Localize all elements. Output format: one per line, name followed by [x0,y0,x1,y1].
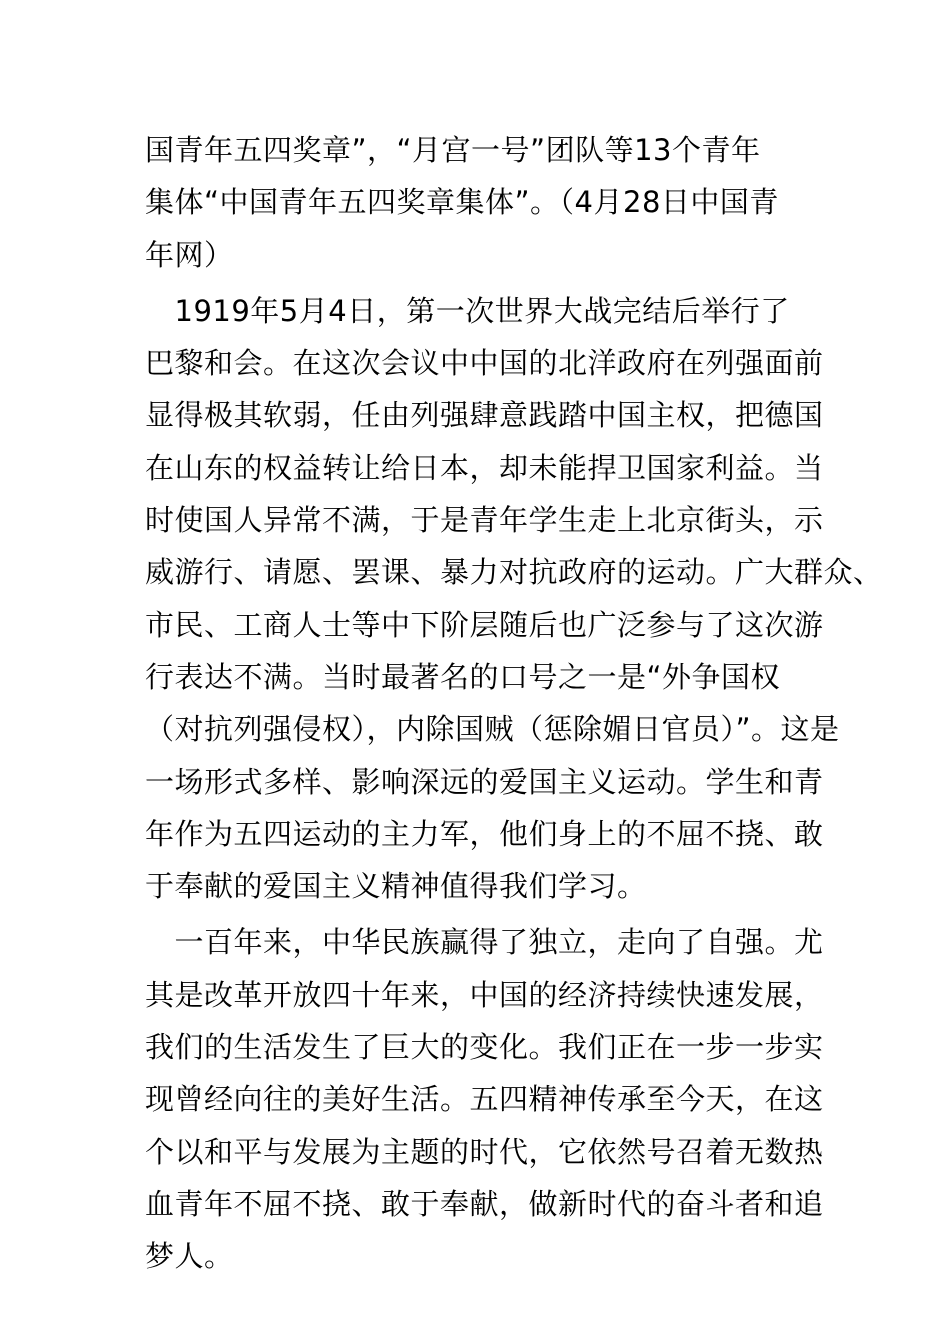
text-line: 在山东的权益转让给日本，却未能捍卫国家利益。当 [145,450,824,485]
text-line: 个以和平与发展为主题的时代，它依然号召着无数热 [145,1134,824,1169]
text-line: 年作为五四运动的主力军，他们身上的不屈不挠、敢 [145,816,824,851]
text-line: （对抗列强侵权），内除国贼（惩除媚日官员）”。这是 [145,712,840,747]
text-line: 血青年不屈不挠、敢于奉献，做新时代的奋斗者和追 [145,1186,824,1221]
text-line: 威游行、请愿、罢课、暴力对抗政府的运动。广大群众、 [145,555,883,590]
text-line: 显得极其软弱，任由列强肆意践踏中国主权，把德国 [145,398,824,433]
text-line: 现曾经向往的美好生活。五四精神传承至今天，在这 [145,1082,824,1117]
text-line: 行表达不满。当时最著名的口号之一是“外争国权 [145,659,781,694]
text-line: 1919年5月4日，第一次世界大战完结后举行了 [145,293,790,328]
text-line: 其是改革开放四十年来，中国的经济持续快速发展， [145,977,824,1012]
text-line: 我们的生活发生了巨大的变化。我们正在一步一步实 [145,1030,824,1065]
body-text [145,124,883,1283]
text-line: 一场形式多样、影响深远的爱国主义运动。学生和青 [145,764,824,799]
text-line: 巴黎和会。在这次会议中中国的北洋政府在列强面前 [145,346,824,381]
paragraph-1 [145,124,815,281]
text-line: 时使国人异常不满，于是青年学生走上北京街头，示 [145,503,824,538]
text-line: 市民、工商人士等中下阶层随后也广泛参与了这次游 [145,607,824,642]
paragraph-2 [145,285,883,913]
text-line: 年网） [145,237,234,272]
text-line: 于奉献的爱国主义精神值得我们学习。 [145,869,647,904]
text-line: 一百年来，中华民族赢得了独立，走向了自强。尤 [145,925,824,960]
text-line: 国青年五四奖章”，“月宫一号”团队等13个青年 [145,133,761,167]
text-line: 集体“中国青年五四奖章集体”。（4月28日中国青 [145,185,779,220]
text-line: 梦人。 [145,1239,234,1274]
paragraph-3 [145,916,824,1282]
